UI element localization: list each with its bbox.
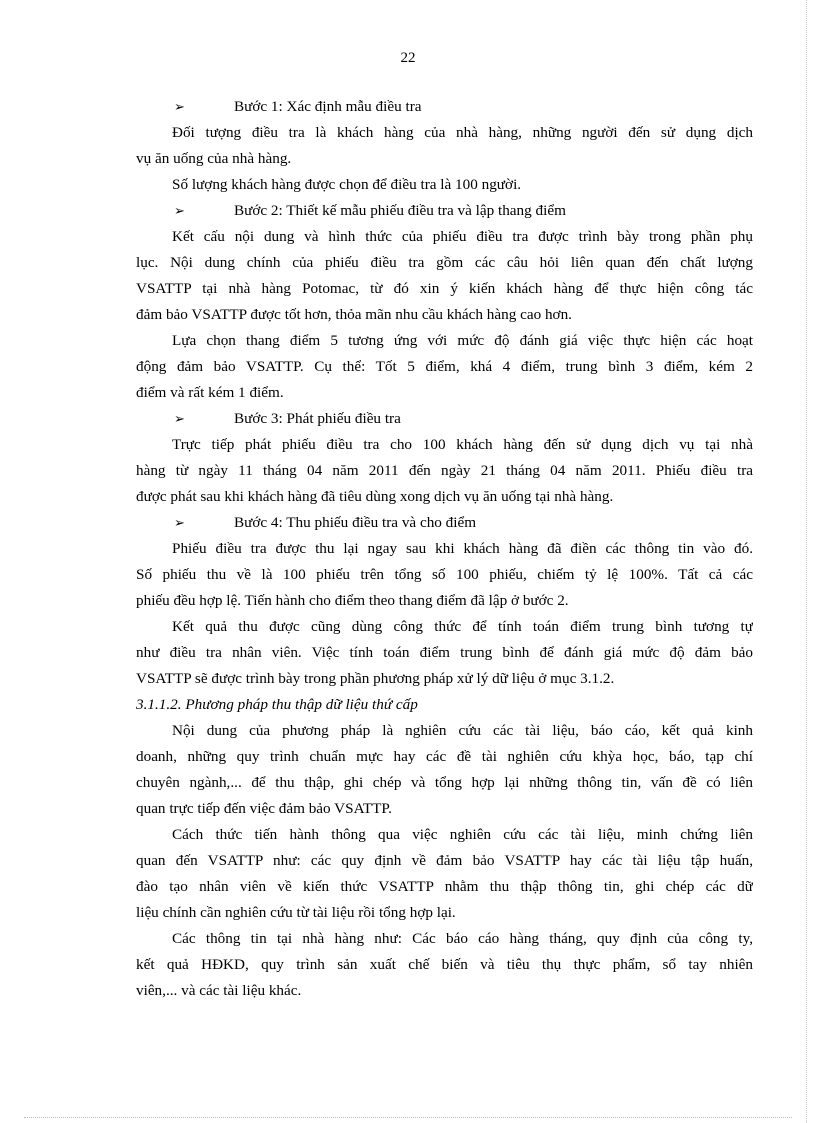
document-body xyxy=(136,94,753,1004)
step-heading-text: Bước 4: Thu phiếu điều tra và cho điểm xyxy=(234,514,477,531)
paragraph-line: VSATTP tại nhà hàng Potomac, từ đó xin ý kiến khách hàng để thực hiện công tác xyxy=(136,280,753,297)
paragraph-line: Phiếu điều tra được thu lại ngay sau khi khách hàng đã điền các thông tin vào đó. xyxy=(172,540,753,557)
paragraph-line: kết quả HĐKD, quy trình sản xuất chế biến và tiêu thụ thực phẩm, sổ tay nhiên xyxy=(136,956,753,973)
paragraph-line: lục. Nội dung chính của phiếu điều tra gồm các câu hỏi liên quan đến chất lượng xyxy=(136,254,753,271)
paragraph-line: đảm bảo VSATTP được tốt hơn, thỏa mãn nhu cầu khách hàng cao hơn. xyxy=(136,306,572,323)
step-heading xyxy=(136,94,753,120)
paragraph-line: liệu chính cần nghiên cứu từ tài liệu rồi tổng hợp lại. xyxy=(136,904,456,921)
paragraph-line: viên,... và các tài liệu khác. xyxy=(136,982,302,999)
step-heading xyxy=(136,510,753,536)
paragraph-line: đào tạo nhân viên về kiến thức VSATTP nhằm thu thập thông tin, ghi chép các dữ xyxy=(136,878,753,895)
step-heading-text: Bước 3: Phát phiếu điều tra xyxy=(234,410,401,427)
paragraph-line: chuyên ngành,... để thu thập, ghi chép và tổng hợp lại những thông tin, vấn đề có liên xyxy=(136,774,753,791)
arrow-bullet-icon: ➢ xyxy=(174,411,185,426)
paragraph-line: như điều tra nhân viên. Việc tính toán điểm trung bình để đánh giá mức độ đảm bảo xyxy=(136,644,753,661)
paragraph-line: động đảm bảo VSATTP. Cụ thể: Tốt 5 điểm, khá 4 điểm, trung bình 3 điểm, kém 2 xyxy=(136,358,753,375)
page-number: 22 xyxy=(400,50,416,66)
step-heading-text: Bước 1: Xác định mẫu điều tra xyxy=(234,98,422,115)
paragraph-line: Số phiếu thu về là 100 phiếu trên tổng số 100 phiếu, chiếm tỷ lệ 100%. Tất cả các xyxy=(136,566,753,583)
paragraph-line: VSATTP sẽ được trình bày trong phần phương pháp xử lý dữ liệu ở mục 3.1.2. xyxy=(136,670,615,687)
paragraph-line: quan trực tiếp đến việc đảm bảo VSATTP. xyxy=(136,800,392,817)
step-heading xyxy=(136,406,753,432)
arrow-bullet-icon: ➢ xyxy=(174,515,185,530)
paragraph-line: điểm và rất kém 1 điểm. xyxy=(136,384,284,401)
paragraph-line: quan đến VSATTP như: các quy định về đảm bảo VSATTP hay các tài liệu tập huấn, xyxy=(136,852,753,869)
paragraph-line: Kết cấu nội dung và hình thức của phiếu điều tra được trình bày trong phần phụ xyxy=(172,228,753,245)
section-subheading: 3.1.1.2. Phương pháp thu thập dữ liệu thứ cấp xyxy=(136,696,418,713)
step-heading xyxy=(136,198,753,224)
paragraph-line: Lựa chọn thang điểm 5 tương ứng với mức độ đánh giá việc thực hiện các hoạt xyxy=(172,332,753,349)
page-bottom-divider xyxy=(24,1117,792,1118)
page-right-divider xyxy=(806,0,807,1123)
paragraph-line: phiếu đều hợp lệ. Tiến hành cho điểm theo thang điểm đã lập ở bước 2. xyxy=(136,592,569,609)
paragraph-line: Các thông tin tại nhà hàng như: Các báo cáo hàng tháng, quy định của công ty, xyxy=(172,930,753,947)
arrow-bullet-icon: ➢ xyxy=(174,203,185,218)
paragraph-line: doanh, những quy trình chuẩn mực hay các đề tài nghiên cứu khỳa học, báo, tạp chí xyxy=(136,748,753,765)
paragraph-line: Nội dung của phương pháp là nghiên cứu các tài liệu, báo cáo, kết quả kinh xyxy=(172,722,753,739)
arrow-bullet-icon: ➢ xyxy=(174,99,185,114)
paragraph-line: Cách thức tiến hành thông qua việc nghiên cứu các tài liệu, minh chứng liên xyxy=(172,826,753,843)
paragraph-line: Số lượng khách hàng được chọn để điều tra là 100 người. xyxy=(172,176,522,193)
paragraph-line: Đối tượng điều tra là khách hàng của nhà hàng, những người đến sử dụng dịch xyxy=(172,124,753,141)
paragraph-line: được phát sau khi khách hàng đã tiêu dùng xong dịch vụ ăn uống tại nhà hàng. xyxy=(136,488,614,505)
paragraph-line: hàng từ ngày 11 tháng 04 năm 2011 đến ngày 21 tháng 04 năm 2011. Phiếu điều tra xyxy=(136,462,753,479)
paragraph-line: vụ ăn uống của nhà hàng. xyxy=(136,150,292,167)
paragraph-line: Kết quả thu được cũng dùng công thức để tính toán điểm trung bình tương tự xyxy=(172,618,753,635)
paragraph-line: Trực tiếp phát phiếu điều tra cho 100 khách hàng đến sử dụng dịch vụ tại nhà xyxy=(172,436,753,453)
step-heading-text: Bước 2: Thiết kế mẫu phiếu điều tra và lập thang điểm xyxy=(234,202,566,219)
